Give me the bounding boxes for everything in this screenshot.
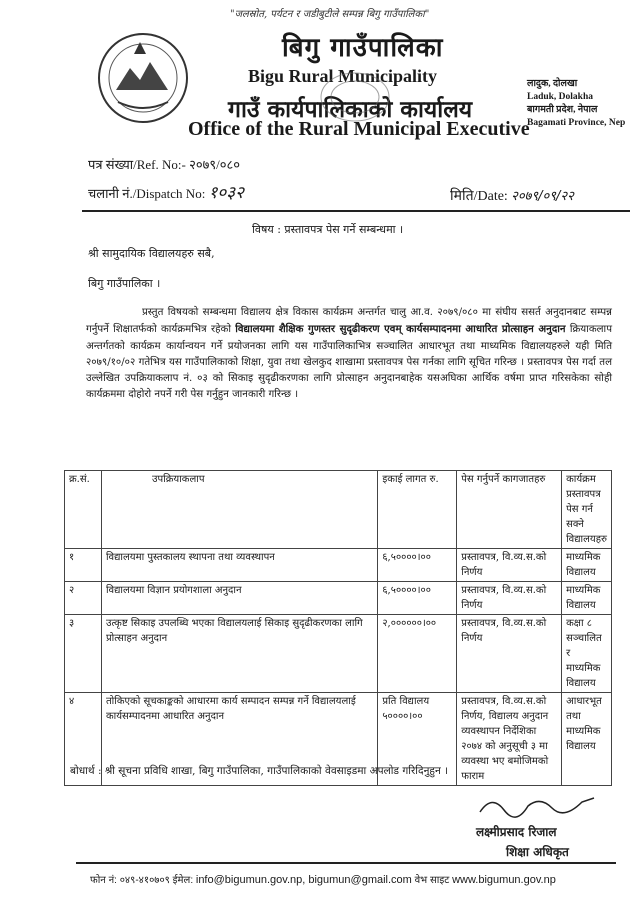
office-address [527,78,625,130]
letter-date [450,186,574,205]
footer [90,872,556,886]
table-cell: प्रस्तावपत्र, वि.व्य.स.को निर्णय [457,549,562,582]
table-row [65,549,612,582]
table-row [65,582,612,615]
table-header: उपक्रियाकलाप [101,471,377,549]
table-header: क्र.सं. [65,471,102,549]
ref-label: पत्र संख्या/Ref. No:- [88,157,186,172]
table-header: इकाई लागत रु. [378,471,457,549]
table-cell: २ [65,582,102,615]
table-cell: ६,५००००।०० [378,582,457,615]
signatory-post: शिक्षा अधिकृत [506,845,569,859]
body-highlight: विद्यालयमा शैक्षिक गुणस्तर सुदृढीकरण एवम् कार्यसम्पादनमा आधारित प्रोत्साहन अनुदान [235,323,566,336]
header-divider [82,210,630,212]
office-name-en: Office of the Rural Municipal Executive [188,118,530,140]
table-cell: प्रति विद्यालय ५००००।०० [378,693,457,786]
address-line: Laduk, Dolakha [527,92,594,102]
recipient-address: बिगु गाउँपालिका । [88,277,161,290]
table-cell: विद्यालयमा पुस्तकालय स्थापना तथा व्यवस्थापन [101,549,377,582]
table-cell: विद्यालयमा विज्ञान प्रयोगशाला अनुदान [101,582,377,615]
table-cell: ४ [65,693,102,786]
address-line: Bagamati Province, Nep [527,118,626,128]
dispatch-value: १०३२ [208,183,244,203]
address-line: लादुक, दोलखा [527,79,578,89]
table-cell: प्रस्तावपत्र, वि.व्य.स.को निर्णय [457,582,562,615]
table-cell: प्रस्तावपत्र, वि.व्य.स.को निर्णय [457,615,562,693]
body-text: क्रियाकलाप अन्तर्गतको कार्यक्रम कार्यान्वयन गर्ने प्रयोजनका लागि यस गाउँपालिकाभित्र सञ्चालित आधारभूत तथा माध्यमिक विद्यालयहरुले यही मिति २०७९/१०/०२ गतेभित्र यस गाउँपालिकाको शिक्षा, युवा तथा खेलकुद शाखामा प्रस्तावपत्र पेस गर्नका लागि सूचित गरिन्छ । प्रस्तावपत्र पेस गर्दा तल उल्लेखित उपक्रियाकलाप नं. ०३ को सिकाइ सुदृढीकरणका लागि प्रोत्साहन अनुदानबाहेक यसअघिका आर्थिक वर्षमा प्राप्त गरिसकेका सोही कार्यक्रममा दोहोरो नपर्ने गरी पेस गर्नुहुन जानकारी गरिन्छ । [86,324,612,401]
ref-value: २०७९/०८० [189,157,241,172]
table-cell: ३ [65,615,102,693]
dispatch-label: चलानी नं./Dispatch No: [88,186,206,201]
municipality-name-en: Bigu Rural Municipality [248,66,438,86]
activity-table [64,470,612,786]
table-header: पेस गर्नुपर्ने कागजातहरु [457,471,562,549]
footer-website-link[interactable]: www.bigumun.gov.np [452,874,556,886]
signatory-name: लक्ष्मीप्रसाद रिजाल [476,825,557,839]
footer-email[interactable]: info@bigumun.gov.np, bigumun@gmail.com [195,874,412,886]
table-cell: १ [65,549,102,582]
table-cell: उत्कृष्ट सिकाइ उपलब्धि भएका विद्यालयलाई सिकाइ सुदृढीकरणका लागि प्रोत्साहन अनुदान [101,615,377,693]
signature-icon [470,792,600,820]
office-name-np: गाउँ कार्यपालिकाको कार्यालय [228,96,473,123]
body-text: प्रस्तुत विषयको सम्बन्धमा विद्यालय क्षेत्र विकास कार्यक्रम अन्तर्गत चालु आ.व. २०७९/०८० मा संघीय ससर्त अनुदानबाट सम्पन्न गर्नुपर्ने शिक्षातर्फको कार्यक्रमभित्र रहेको [86,307,612,336]
table-cell: २,००००००।०० [378,615,457,693]
table-cell: कक्षा ८ सञ्चालित र माध्यमिक विद्यालय [562,615,612,693]
table-cell: माध्यमिक विद्यालय [562,549,612,582]
ref-number [88,155,240,173]
office-stamp-icon [318,70,393,125]
recipient-line: श्री सामुदायिक विद्यालयहरु सबै, [88,247,215,260]
table-header-row [65,471,612,549]
letter-subject: विषय : प्रस्तावपत्र पेस गर्ने सम्बन्धमा । [252,223,404,236]
municipality-emblem-icon [88,28,198,128]
municipality-name-np: बिगु गाउँपालिका [282,33,444,63]
cc-note: बोधार्थ : श्री सूचना प्रविधि शाखा, बिगु गाउँपालिका, गाउँपालिकाको वेवसाइडमा अपलोड गरिदिनुहुन । [70,765,449,777]
table-cell: ६,५००००।०० [378,549,457,582]
table-cell: तोकिएको सूचकाङ्कको आधारमा कार्य सम्पादन सम्पन्न गर्ने विद्यालयलाई कार्यसम्पादनमा आधारित अनुदान [101,693,377,786]
table-header: कार्यक्रम प्रस्तावपत्र पेस गर्न सक्ने विद्यालयहरु [562,471,612,549]
table-cell: प्रस्तावपत्र, वि.व्य.स.को निर्णय, विद्यालय अनुदान व्यवस्थापन निर्देशिका २०७४ को अनुसूची ३ मा व्यवस्था भए बमोजिमको फाराम [457,693,562,786]
footer-phone: फोन नं: ०४९-४१०७०९ ईमेल: [90,875,194,886]
table-row [65,615,612,693]
date-value: २०७९/०९/२२ [511,189,574,204]
footer-web-label: वेभ साइट [414,875,450,886]
table-cell: आधारभूत तथा माध्यमिक विद्यालय [562,693,612,786]
letter-body [86,305,612,404]
address-line: बागमती प्रदेश, नेपाल [527,105,598,115]
table-cell: माध्यमिक विद्यालय [562,582,612,615]
dispatch-number [88,180,244,203]
footer-divider [76,862,616,864]
date-label: मिति/Date: [450,189,508,204]
motto: "जलस्रोत, पर्यटन र जडीबुटीले सम्पन्न बिगु गाउँपालिका" [230,9,430,20]
